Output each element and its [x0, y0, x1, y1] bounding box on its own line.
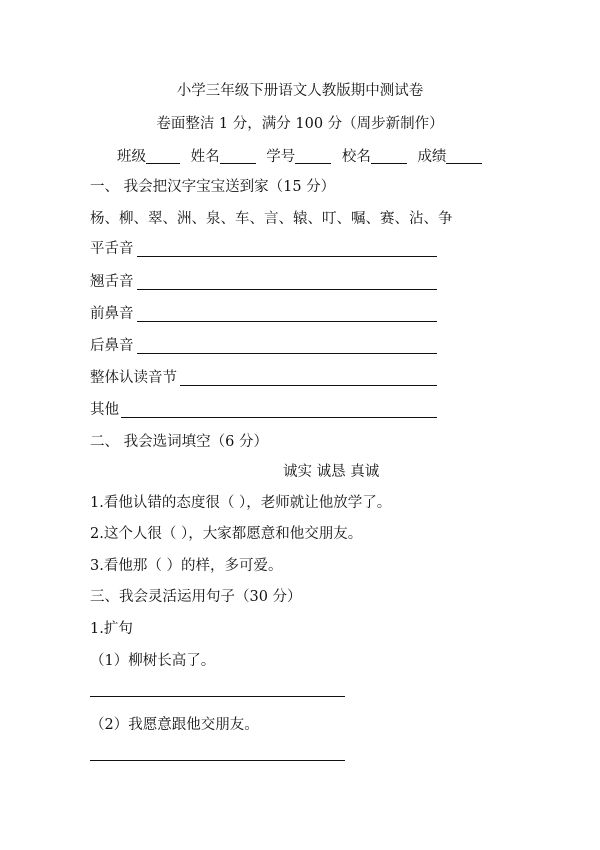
- info-label-score: 成绩: [417, 149, 447, 165]
- answer-line-1[interactable]: [90, 696, 345, 697]
- category-label-back-nasal: 后鼻音: [90, 338, 134, 354]
- subsection-expand-sentence: 1.扩句: [90, 621, 133, 637]
- category-label-flat: 平舌音: [90, 241, 134, 257]
- category-label-retroflex: 翘舌音: [90, 274, 134, 290]
- category-label-whole-syllable: 整体认读音节: [90, 370, 177, 386]
- info-label-class: 班级: [117, 149, 146, 165]
- category-blank-retroflex[interactable]: [137, 289, 437, 290]
- page-title: 小学三年级下册语文人教版期中测试卷: [176, 83, 424, 99]
- category-blank-front-nasal[interactable]: [137, 321, 437, 322]
- fill-question-2: 2.这个人很（ ），大家都愿意和他交朋友。: [90, 526, 363, 542]
- category-blank-flat[interactable]: [137, 256, 437, 257]
- section3-heading: 三、我会灵活运用句子（30 分）: [90, 589, 302, 605]
- category-label-front-nasal: 前鼻音: [90, 306, 134, 322]
- answer-line-2[interactable]: [90, 760, 345, 761]
- info-label-school: 校名: [341, 149, 371, 165]
- section2-heading: 二、 我会选词填空（6 分）: [90, 434, 268, 450]
- section1-heading: 一、 我会把汉字宝宝送到家（15 分）: [90, 179, 336, 195]
- category-blank-other[interactable]: [121, 417, 437, 418]
- page-subtitle: 卷面整洁 1 分，满分 100 分（周步新制作）: [156, 116, 444, 132]
- info-label-name: 姓名: [190, 149, 220, 165]
- section1-characters: 杨、柳、翠、洲、泉、车、言、辕、叮、嘱、赛、沾、争: [90, 211, 453, 227]
- class-blank[interactable]: [146, 149, 180, 164]
- info-label-id: 学号: [266, 149, 296, 165]
- student-id-blank[interactable]: [295, 149, 331, 164]
- fill-question-3: 3.看他那（ ）的样，多可爱。: [90, 558, 283, 574]
- score-blank[interactable]: [446, 149, 482, 164]
- word-bank: 诚实 诚恳 真诚: [283, 464, 380, 480]
- category-blank-back-nasal[interactable]: [137, 353, 437, 354]
- sentence-item-2: （2）我愿意跟他交朋友。: [90, 717, 259, 733]
- category-blank-whole-syllable[interactable]: [180, 385, 437, 386]
- school-blank[interactable]: [371, 149, 407, 164]
- student-info-row: [117, 148, 482, 166]
- fill-question-1: 1.看他认错的态度很（ ），老师就让他放学了。: [90, 495, 392, 511]
- name-blank[interactable]: [220, 149, 256, 164]
- category-label-other: 其他: [90, 402, 119, 418]
- sentence-item-1: （1）柳树长高了。: [90, 653, 216, 669]
